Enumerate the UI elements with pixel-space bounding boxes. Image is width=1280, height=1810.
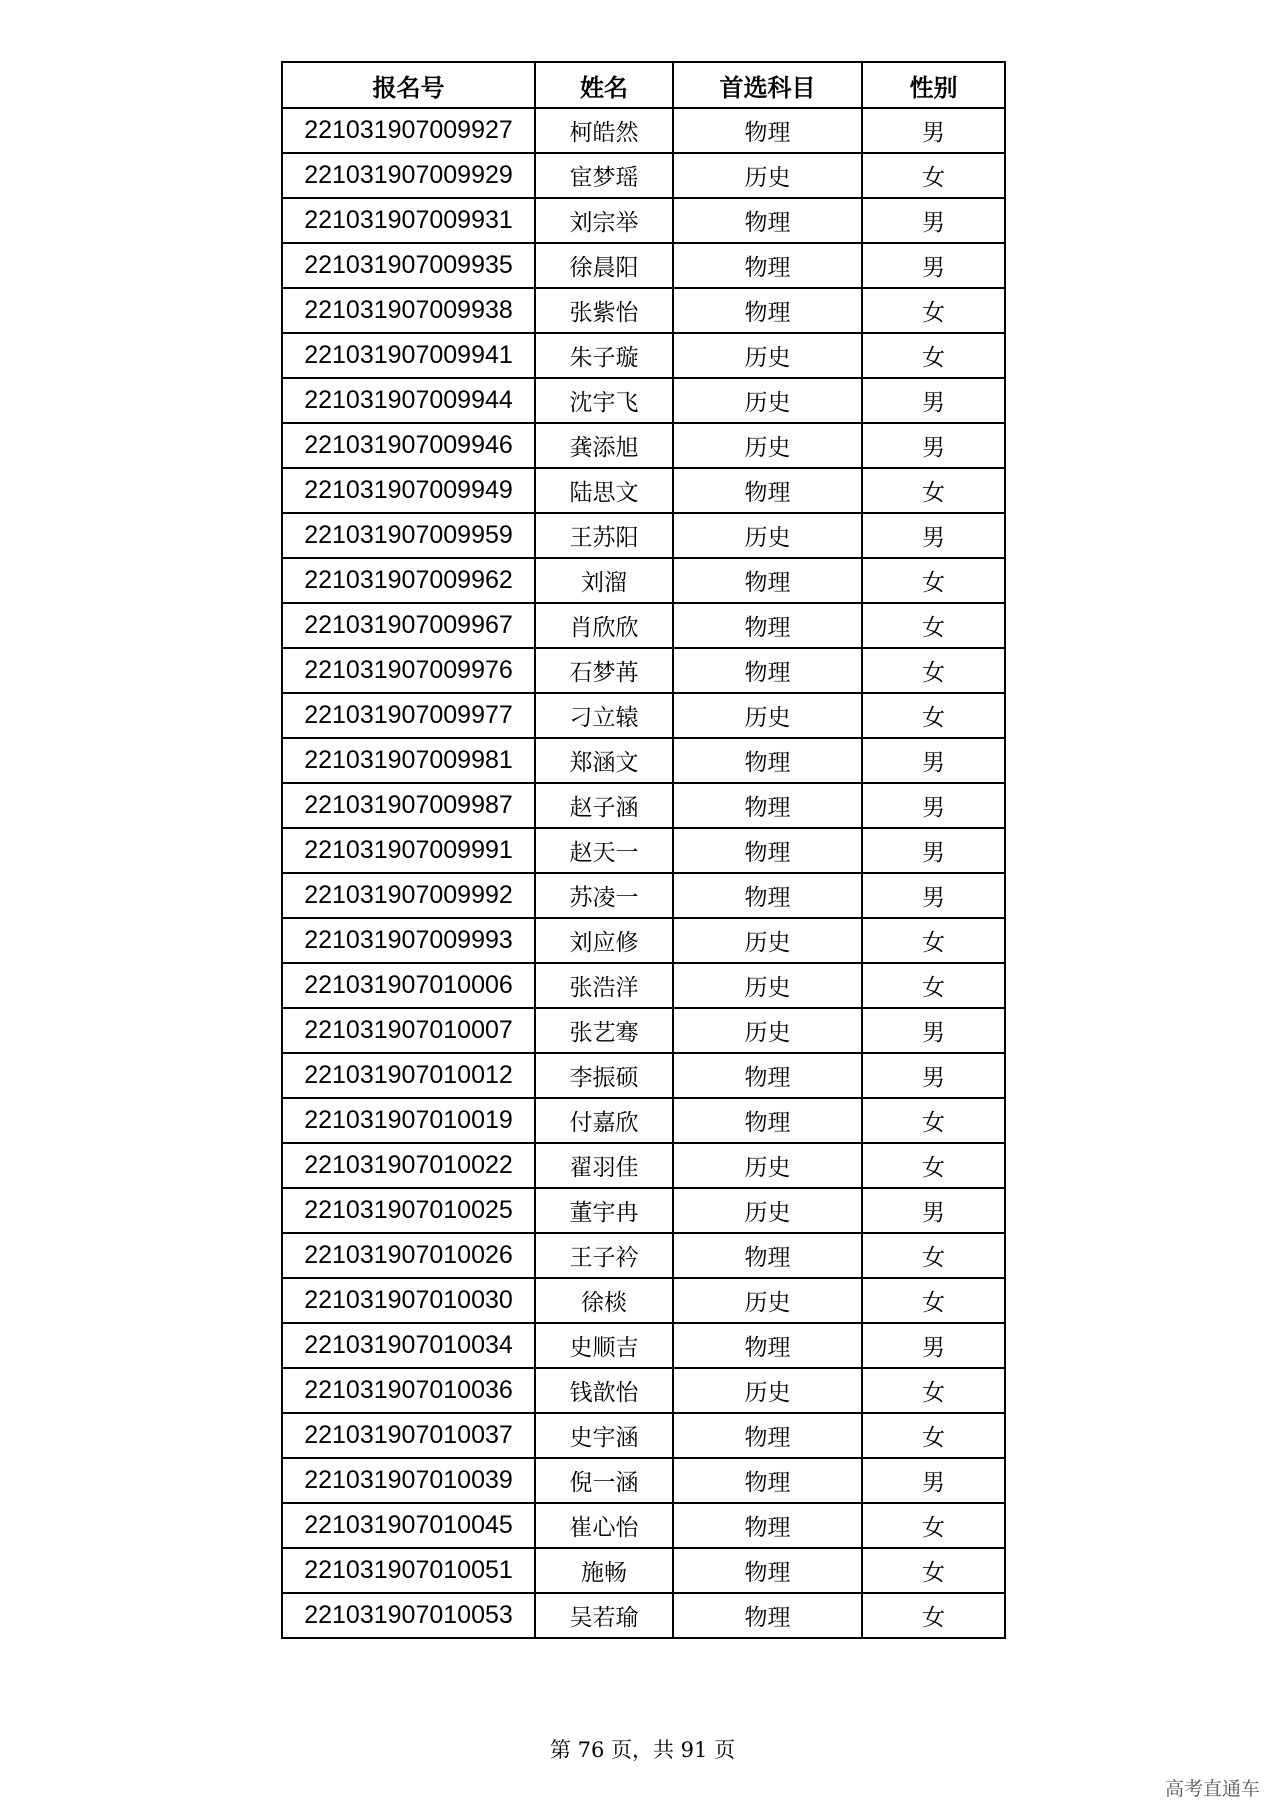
table-row — [282, 423, 1005, 468]
cell-name: 史顺吉 — [535, 1323, 673, 1368]
cell-name: 刘宗举 — [535, 198, 673, 243]
cell-registration-number: 221031907010012 — [282, 1053, 535, 1098]
cell-gender: 女 — [862, 1593, 1005, 1638]
table-row — [282, 963, 1005, 1008]
cell-gender: 女 — [862, 918, 1005, 963]
table-row — [282, 243, 1005, 288]
cell-primary-subject: 物理 — [673, 1323, 862, 1368]
cell-name: 苏凌一 — [535, 873, 673, 918]
cell-gender: 男 — [862, 243, 1005, 288]
cell-registration-number: 221031907009962 — [282, 558, 535, 603]
cell-gender: 女 — [862, 153, 1005, 198]
cell-name: 赵子涵 — [535, 783, 673, 828]
cell-gender: 男 — [862, 378, 1005, 423]
cell-primary-subject: 历史 — [673, 153, 862, 198]
table-row — [282, 1458, 1005, 1503]
table-row — [282, 1233, 1005, 1278]
page-number: 第 76 页，共 91 页 — [549, 1738, 736, 1762]
cell-primary-subject: 物理 — [673, 828, 862, 873]
cell-primary-subject: 物理 — [673, 1098, 862, 1143]
cell-registration-number: 221031907010007 — [282, 1008, 535, 1053]
table-row — [282, 378, 1005, 423]
cell-primary-subject: 物理 — [673, 558, 862, 603]
cell-name: 史宇涵 — [535, 1413, 673, 1458]
cell-gender: 男 — [862, 108, 1005, 153]
table-row — [282, 648, 1005, 693]
cell-gender: 女 — [862, 468, 1005, 513]
cell-primary-subject: 历史 — [673, 963, 862, 1008]
cell-registration-number: 221031907010025 — [282, 1188, 535, 1233]
table-row — [282, 1503, 1005, 1548]
cell-registration-number: 221031907009941 — [282, 333, 535, 378]
cell-primary-subject: 历史 — [673, 423, 862, 468]
table-row — [282, 1593, 1005, 1638]
cell-registration-number: 221031907009977 — [282, 693, 535, 738]
cell-gender: 男 — [862, 1053, 1005, 1098]
cell-name: 刘应修 — [535, 918, 673, 963]
cell-gender: 女 — [862, 1503, 1005, 1548]
table-row — [282, 1413, 1005, 1458]
table-row — [282, 603, 1005, 648]
cell-primary-subject: 物理 — [673, 1548, 862, 1593]
cell-gender: 男 — [862, 738, 1005, 783]
cell-primary-subject: 历史 — [673, 513, 862, 558]
cell-gender: 男 — [862, 1323, 1005, 1368]
cell-name: 钱歆怡 — [535, 1368, 673, 1413]
cell-primary-subject: 历史 — [673, 1188, 862, 1233]
table-row — [282, 1053, 1005, 1098]
cell-name: 沈宇飞 — [535, 378, 673, 423]
cell-gender: 女 — [862, 288, 1005, 333]
table-header-row — [282, 62, 1005, 108]
table-row — [282, 1368, 1005, 1413]
cell-primary-subject: 历史 — [673, 378, 862, 423]
cell-registration-number: 221031907009959 — [282, 513, 535, 558]
cell-primary-subject: 历史 — [673, 1278, 862, 1323]
table-row — [282, 738, 1005, 783]
cell-gender: 女 — [862, 963, 1005, 1008]
cell-name: 刘溜 — [535, 558, 673, 603]
cell-name: 肖欣欣 — [535, 603, 673, 648]
cell-gender: 男 — [862, 513, 1005, 558]
table-row — [282, 1278, 1005, 1323]
cell-name: 付嘉欣 — [535, 1098, 673, 1143]
table-row — [282, 1143, 1005, 1188]
cell-name: 赵天一 — [535, 828, 673, 873]
cell-registration-number: 221031907010019 — [282, 1098, 535, 1143]
cell-gender: 女 — [862, 1413, 1005, 1458]
cell-registration-number: 221031907009992 — [282, 873, 535, 918]
cell-name: 徐棪 — [535, 1278, 673, 1323]
watermark-logo-text: 高考直通车 — [1164, 1778, 1260, 1800]
cell-registration-number: 221031907010036 — [282, 1368, 535, 1413]
cell-gender: 男 — [862, 1188, 1005, 1233]
cell-registration-number: 221031907009938 — [282, 288, 535, 333]
header-name: 姓名 — [535, 62, 673, 108]
cell-registration-number: 221031907009967 — [282, 603, 535, 648]
cell-gender: 男 — [862, 783, 1005, 828]
cell-gender: 男 — [862, 828, 1005, 873]
table-row — [282, 828, 1005, 873]
table-row — [282, 288, 1005, 333]
cell-gender: 男 — [862, 1008, 1005, 1053]
cell-primary-subject: 历史 — [673, 693, 862, 738]
cell-primary-subject: 物理 — [673, 1053, 862, 1098]
cell-gender: 女 — [862, 1098, 1005, 1143]
cell-name: 刁立辕 — [535, 693, 673, 738]
cell-gender: 男 — [862, 873, 1005, 918]
cell-registration-number: 221031907010037 — [282, 1413, 535, 1458]
cell-registration-number: 221031907009949 — [282, 468, 535, 513]
cell-gender: 男 — [862, 1458, 1005, 1503]
table-row — [282, 558, 1005, 603]
cell-name: 石梦苒 — [535, 648, 673, 693]
cell-registration-number: 221031907009944 — [282, 378, 535, 423]
table-row — [282, 153, 1005, 198]
cell-primary-subject: 物理 — [673, 468, 862, 513]
table-row — [282, 1188, 1005, 1233]
cell-registration-number: 221031907009946 — [282, 423, 535, 468]
cell-registration-number: 221031907009991 — [282, 828, 535, 873]
cell-registration-number: 221031907010006 — [282, 963, 535, 1008]
cell-registration-number: 221031907010053 — [282, 1593, 535, 1638]
table-row — [282, 693, 1005, 738]
table-row — [282, 1548, 1005, 1593]
cell-registration-number: 221031907010026 — [282, 1233, 535, 1278]
cell-gender: 女 — [862, 1368, 1005, 1413]
admission-list-table — [281, 61, 1006, 1639]
cell-primary-subject: 物理 — [673, 783, 862, 828]
cell-name: 翟羽佳 — [535, 1143, 673, 1188]
cell-name: 宦梦瑶 — [535, 153, 673, 198]
table-row — [282, 783, 1005, 828]
cell-primary-subject: 历史 — [673, 333, 862, 378]
cell-primary-subject: 物理 — [673, 873, 862, 918]
cell-name: 柯皓然 — [535, 108, 673, 153]
cell-primary-subject: 物理 — [673, 1503, 862, 1548]
cell-name: 龚添旭 — [535, 423, 673, 468]
cell-primary-subject: 物理 — [673, 1593, 862, 1638]
cell-primary-subject: 历史 — [673, 918, 862, 963]
cell-registration-number: 221031907009976 — [282, 648, 535, 693]
cell-name: 董宇冉 — [535, 1188, 673, 1233]
cell-registration-number: 221031907010045 — [282, 1503, 535, 1548]
cell-gender: 女 — [862, 603, 1005, 648]
table-row — [282, 333, 1005, 378]
cell-name: 崔心怡 — [535, 1503, 673, 1548]
cell-gender: 女 — [862, 693, 1005, 738]
cell-registration-number: 221031907009929 — [282, 153, 535, 198]
cell-registration-number: 221031907009981 — [282, 738, 535, 783]
cell-name: 施畅 — [535, 1548, 673, 1593]
cell-name: 张紫怡 — [535, 288, 673, 333]
cell-registration-number: 221031907010034 — [282, 1323, 535, 1368]
cell-name: 李振硕 — [535, 1053, 673, 1098]
cell-gender: 女 — [862, 1548, 1005, 1593]
header-registration-number: 报名号 — [282, 62, 535, 108]
cell-name: 倪一涵 — [535, 1458, 673, 1503]
cell-primary-subject: 物理 — [673, 1458, 862, 1503]
cell-registration-number: 221031907009927 — [282, 108, 535, 153]
cell-gender: 女 — [862, 1143, 1005, 1188]
cell-name: 王子衿 — [535, 1233, 673, 1278]
cell-primary-subject: 历史 — [673, 1008, 862, 1053]
table-row — [282, 1008, 1005, 1053]
table-row — [282, 1098, 1005, 1143]
cell-primary-subject: 物理 — [673, 648, 862, 693]
cell-name: 王苏阳 — [535, 513, 673, 558]
header-primary-subject: 首选科目 — [673, 62, 862, 108]
cell-primary-subject: 物理 — [673, 198, 862, 243]
cell-primary-subject: 物理 — [673, 108, 862, 153]
cell-primary-subject: 物理 — [673, 1413, 862, 1458]
table-row — [282, 1323, 1005, 1368]
cell-registration-number: 221031907009931 — [282, 198, 535, 243]
cell-primary-subject: 物理 — [673, 288, 862, 333]
cell-gender: 女 — [862, 558, 1005, 603]
cell-gender: 男 — [862, 423, 1005, 468]
cell-gender: 女 — [862, 1233, 1005, 1278]
table-row — [282, 198, 1005, 243]
table-row — [282, 468, 1005, 513]
cell-registration-number: 221031907009987 — [282, 783, 535, 828]
header-gender: 性别 — [862, 62, 1005, 108]
cell-primary-subject: 物理 — [673, 603, 862, 648]
table-body — [282, 108, 1005, 1638]
table-row — [282, 918, 1005, 963]
cell-name: 徐晨阳 — [535, 243, 673, 288]
cell-gender: 女 — [862, 648, 1005, 693]
cell-primary-subject: 历史 — [673, 1143, 862, 1188]
cell-primary-subject: 物理 — [673, 1233, 862, 1278]
cell-registration-number: 221031907009993 — [282, 918, 535, 963]
table-row — [282, 513, 1005, 558]
cell-registration-number: 221031907010030 — [282, 1278, 535, 1323]
cell-name: 张艺骞 — [535, 1008, 673, 1053]
cell-primary-subject: 物理 — [673, 243, 862, 288]
cell-registration-number: 221031907010051 — [282, 1548, 535, 1593]
cell-name: 陆思文 — [535, 468, 673, 513]
cell-primary-subject: 物理 — [673, 738, 862, 783]
cell-registration-number: 221031907010022 — [282, 1143, 535, 1188]
cell-name: 朱子璇 — [535, 333, 673, 378]
cell-registration-number: 221031907009935 — [282, 243, 535, 288]
cell-name: 吴若瑜 — [535, 1593, 673, 1638]
table-row — [282, 108, 1005, 153]
cell-name: 张浩洋 — [535, 963, 673, 1008]
table-row — [282, 873, 1005, 918]
cell-primary-subject: 历史 — [673, 1368, 862, 1413]
cell-gender: 女 — [862, 333, 1005, 378]
cell-gender: 男 — [862, 198, 1005, 243]
cell-gender: 女 — [862, 1278, 1005, 1323]
cell-registration-number: 221031907010039 — [282, 1458, 535, 1503]
cell-name: 郑涵文 — [535, 738, 673, 783]
